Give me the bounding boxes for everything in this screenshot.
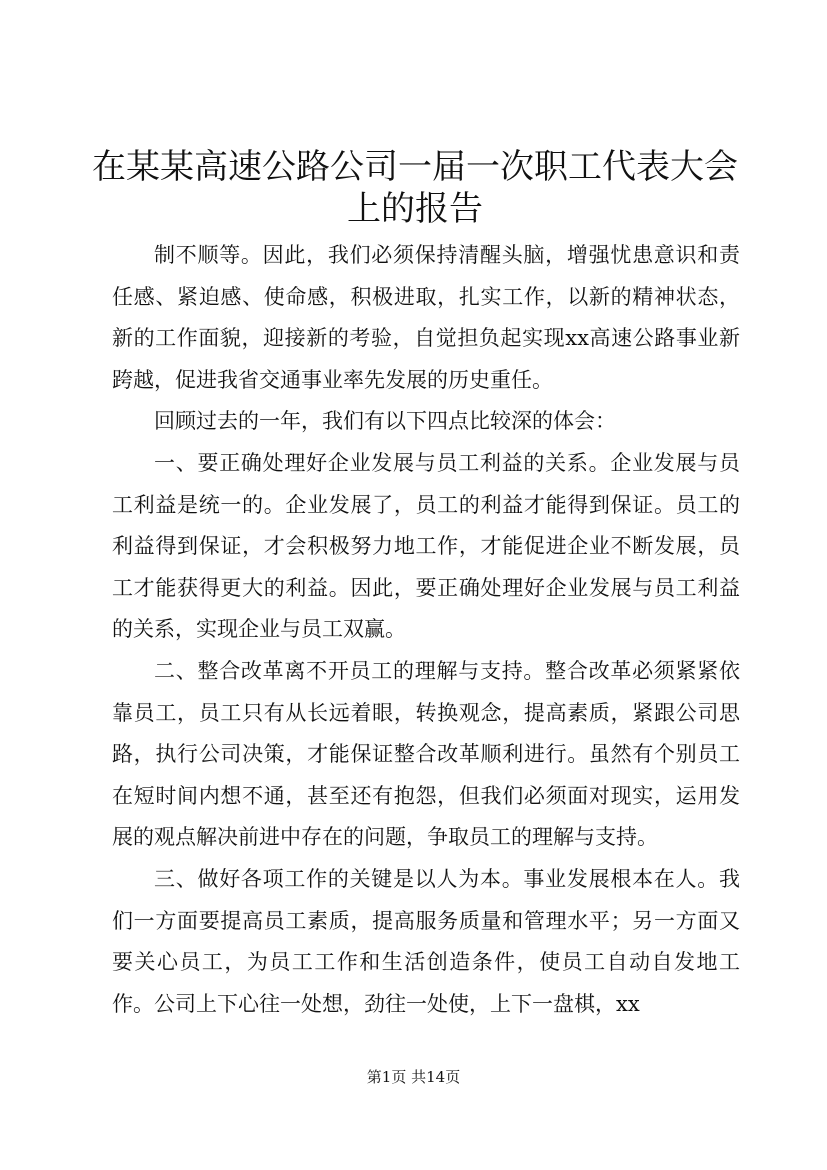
document-body: [112, 235, 740, 1025]
paragraph: 二、整合改革离不开员工的理解与支持。整合改革必须紧紧依靠员工，员工只有从长远着眼，转换观念，提高素质，紧跟公司思路，执行公司决策，才能保证整合改革顺利进行。虽然有个别员工在短时间内想不通，甚至还有抱怨，但我们必须面对现实，运用发展的观点解决前进中存在的问题，争取员工的理解与支持。: [112, 658, 740, 850]
paragraph: 制不顺等。因此，我们必须保持清醒头脑，增强忧患意识和责任感、紧迫感、使命感，积极进取，扎实工作，以新的精神状态，新的工作面貌，迎接新的考验，自觉担负起实现xx高速公路事业新跨越，促进我省交通事业率先发展的历史重任。: [112, 243, 740, 392]
paragraph: 三、做好各项工作的关键是以人为本。事业发展根本在人。我们一方面要提高员工素质，提高服务质量和管理水平；另一方面又要关心员工，为员工工作和生活创造条件，使员工自动自发地工作。公司上下心往一处想，劲往一处使，上下一盘棋，xx: [112, 866, 740, 1016]
paragraph: 一、要正确处理好企业发展与员工利益的关系。企业发展与员工利益是统一的。企业发展了，员工的利益才能得到保证。员工的利益得到保证，才会积极努力地工作，才能促进企业不断发展，员工才能获得更大的利益。因此，要正确处理好企业发展与员工利益的关系，实现企业与员工双赢。: [112, 450, 740, 642]
document-title: 在某某高速公路公司一届一次职工代表大会上的报告: [92, 147, 738, 229]
page-footer: 第1页 共14页: [366, 1068, 461, 1086]
paragraph: 回顾过去的一年，我们有以下四点比较深的体会：: [154, 409, 616, 434]
